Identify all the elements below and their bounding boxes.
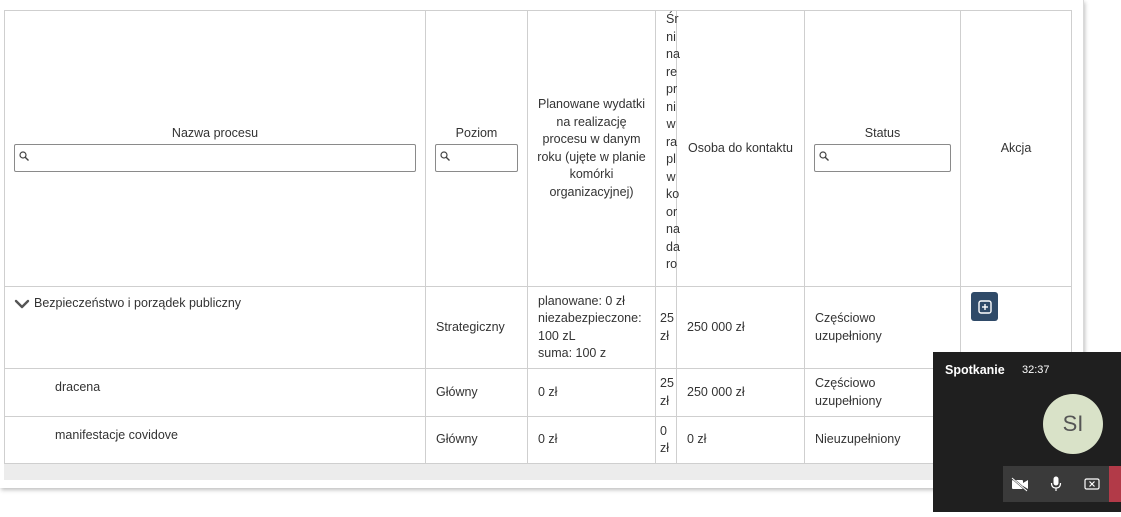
name-search-field[interactable] xyxy=(14,144,416,172)
planned-line: 100 zL xyxy=(538,328,576,343)
narrow-header-line: w xyxy=(666,117,676,131)
narrow-header-line: w xyxy=(666,169,676,184)
narrow-header-line: ni xyxy=(666,29,676,44)
narrow-header-line: or xyxy=(666,204,678,219)
narrow-line: zł xyxy=(660,441,670,455)
avatar: SI xyxy=(1043,394,1103,454)
row-contact: 250 000 zł xyxy=(677,369,805,417)
meeting-popup[interactable] xyxy=(933,352,1121,512)
process-table xyxy=(4,10,1072,464)
narrow-header-line: ra xyxy=(666,134,678,149)
narrow-line: zł xyxy=(660,328,670,343)
level-search-field[interactable] xyxy=(435,144,518,172)
share-screen-off-icon xyxy=(1084,478,1100,490)
add-icon xyxy=(978,300,992,314)
header-name xyxy=(5,11,426,287)
table-row xyxy=(5,287,1072,369)
header-name-label: Nazwa procesu xyxy=(171,125,259,140)
header-row xyxy=(5,11,1072,287)
add-button[interactable] xyxy=(971,292,998,321)
row-name: Bezpieczeństwo i porządek publiczny xyxy=(34,296,242,310)
microphone-icon xyxy=(1050,476,1062,492)
narrow-line: 0 xyxy=(660,423,667,438)
meeting-controls xyxy=(1003,466,1121,502)
search-icon xyxy=(819,151,829,161)
status-line: uzupełniony xyxy=(815,328,882,343)
header-planned xyxy=(528,11,656,287)
narrow-header-line: ro xyxy=(666,257,678,271)
status-line: uzupełniony xyxy=(815,393,882,408)
header-contact-label: Osoba do kontaktu xyxy=(688,140,793,155)
header-action-label: Akcja xyxy=(1000,140,1032,155)
planned-line: planowane: 0 zł xyxy=(538,293,625,308)
header-action xyxy=(961,11,1072,287)
camera-off-icon xyxy=(1011,477,1029,491)
header-narrow xyxy=(656,11,680,287)
planned-line: suma: 100 z xyxy=(538,346,607,360)
header-narrow-label xyxy=(666,11,680,274)
row-name: manifestacje covidove xyxy=(5,417,426,464)
narrow-line: 25 xyxy=(660,311,674,325)
header-planned-label: Planowane wydatki na realizację procesu w danym roku (ujęte w planie komórki organizacyjnej) xyxy=(537,97,646,199)
table-row xyxy=(5,369,1072,417)
row-narrow xyxy=(656,417,677,464)
narrow-header-line: re xyxy=(666,64,678,79)
meeting-title: Spotkanie xyxy=(945,363,1005,377)
status-search-input[interactable] xyxy=(815,145,950,169)
narrow-header-line: na xyxy=(666,222,680,236)
header-level xyxy=(426,11,528,287)
horizontal-scrollbar[interactable] xyxy=(4,464,1071,480)
header-status-label: Status xyxy=(864,125,901,140)
row-narrow xyxy=(656,287,677,369)
narrow-header-line: pr xyxy=(666,82,678,96)
narrow-header-line: na xyxy=(666,47,680,61)
narrow-header-line: ni xyxy=(666,99,676,114)
name-search-input[interactable] xyxy=(15,145,415,169)
row-contact: 250 000 zł xyxy=(677,287,805,369)
row-level: Główny xyxy=(426,417,528,464)
narrow-header-line: Śr xyxy=(666,12,679,26)
header-status xyxy=(805,11,961,287)
narrow-line: zł xyxy=(660,393,670,408)
share-screen-button[interactable] xyxy=(1075,466,1109,502)
header-level-label: Poziom xyxy=(455,125,498,140)
narrow-header-line: da xyxy=(666,239,680,254)
status-search-field[interactable] xyxy=(814,144,951,172)
meeting-time: 32:37 xyxy=(1022,364,1050,376)
row-level: Główny xyxy=(426,369,528,417)
row-planned: 0 zł xyxy=(528,417,656,464)
row-name: dracena xyxy=(5,369,426,417)
narrow-line: 25 xyxy=(660,376,674,390)
planned-line: niezabezpieczone: xyxy=(538,311,642,325)
camera-toggle-button[interactable] xyxy=(1003,466,1037,502)
row-status: Nieuzupełniony xyxy=(805,417,961,464)
microphone-button[interactable] xyxy=(1039,466,1073,502)
search-icon xyxy=(19,151,29,161)
status-line: Częściowo xyxy=(815,376,876,390)
row-name-cell xyxy=(5,287,426,369)
table-row xyxy=(5,417,1072,464)
row-contact: 0 zł xyxy=(677,417,805,464)
row-planned xyxy=(528,287,656,369)
row-narrow xyxy=(656,369,677,417)
chevron-down-icon[interactable] xyxy=(15,299,29,309)
narrow-header-line: pl xyxy=(666,152,676,166)
row-level: Strategiczny xyxy=(426,287,528,369)
hangup-button[interactable] xyxy=(1109,466,1121,502)
header-contact xyxy=(677,11,805,287)
search-icon xyxy=(440,151,450,161)
row-planned: 0 zł xyxy=(528,369,656,417)
status-line: Częściowo xyxy=(815,311,876,325)
narrow-header-line: ko xyxy=(666,187,680,201)
